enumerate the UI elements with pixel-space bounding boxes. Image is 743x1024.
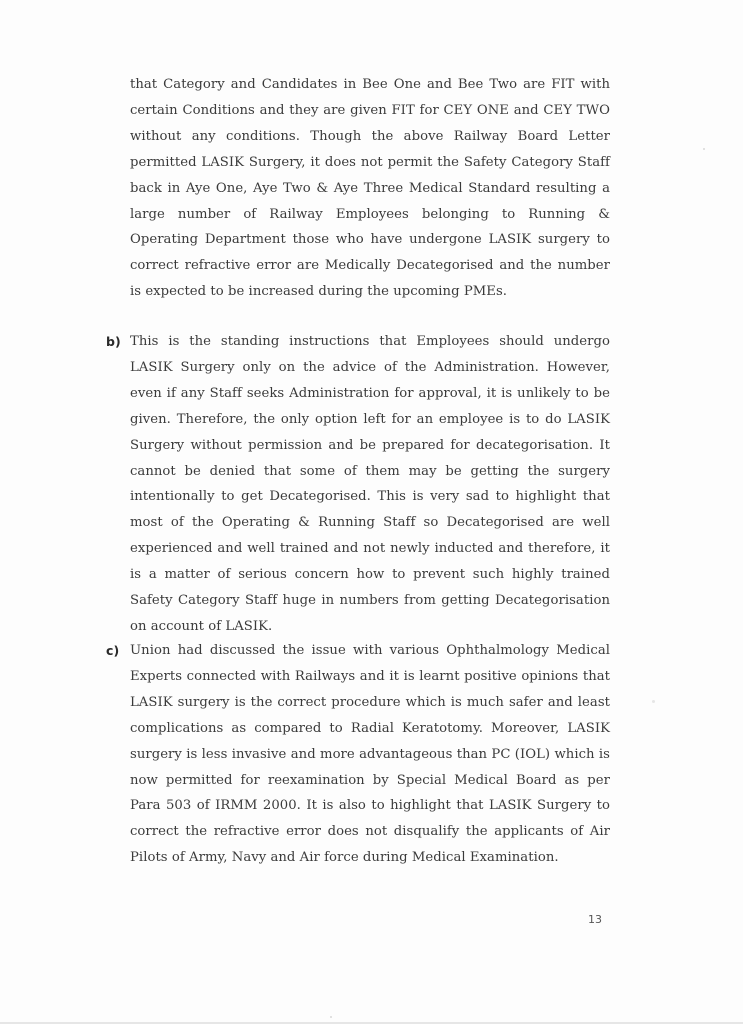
paragraph-c bbox=[106, 638, 610, 871]
paragraph-text: This is the standing instructions that Employees should undergo LASIK Surgery only on the advice of the Administration. However, even if any Staff seeks Administration for approval, it is unlikely to be given. Therefore, the only option left for an employee is to do LASIK Surgery without permission and be prepared for decategorisation. It cannot be denied that some of them may be getting the surgery intentionally to get Decategorised. This is very sad to highlight that most of the Operating & Running Staff so Decategorised are well experienced and well trained and not newly inducted and therefore, it is a matter of serious concern how to prevent such highly trained Safety Category Staff huge in numbers from getting Decategorisation on account of LASIK. bbox=[130, 334, 610, 634]
paragraph-text: that Category and Candidates in Bee One and Bee Two are FIT with certain Conditions and they are given FIT for CEY ONE and CEY TWO without any conditions. Though the above Railway Board Letter permitted LASIK Surgery, it does not permit the Safety Category Staff back in Aye One, Aye Two & Aye Three Medical Standard resulting a large number of Railway Employees belonging to Running & Operating Department those who have undergone LASIK surgery to correct refractive error are Medically Decategorised and the number is expected to be increased during the upcoming PMEs. bbox=[130, 77, 610, 300]
paragraph-b bbox=[106, 329, 610, 640]
list-marker: c) bbox=[106, 643, 120, 658]
list-marker: b) bbox=[106, 334, 121, 349]
paragraph-a-continuation bbox=[130, 72, 610, 305]
paragraph-text: Union had discussed the issue with various Ophthalmology Medical Experts connected with Railways and it is learnt positive opinions that LASIK surgery is the correct procedure which is much safer and least complications as compared to Radial Keratotomy. Moreover, LASIK surgery is less invasive and more advantageous than PC (IOL) which is now permitted for reexamination by Special Medical Board as per Para 503 of IRMM 2000. It is also to highlight that LASIK Surgery to correct the refractive error does not disqualify the applicants of Air Pilots of Army, Navy and Air force during Medical Examination. bbox=[130, 643, 610, 866]
scan-speck bbox=[330, 1016, 332, 1018]
scan-speck bbox=[703, 148, 705, 150]
page-number: 13 bbox=[588, 913, 602, 926]
scan-speck bbox=[652, 700, 655, 703]
